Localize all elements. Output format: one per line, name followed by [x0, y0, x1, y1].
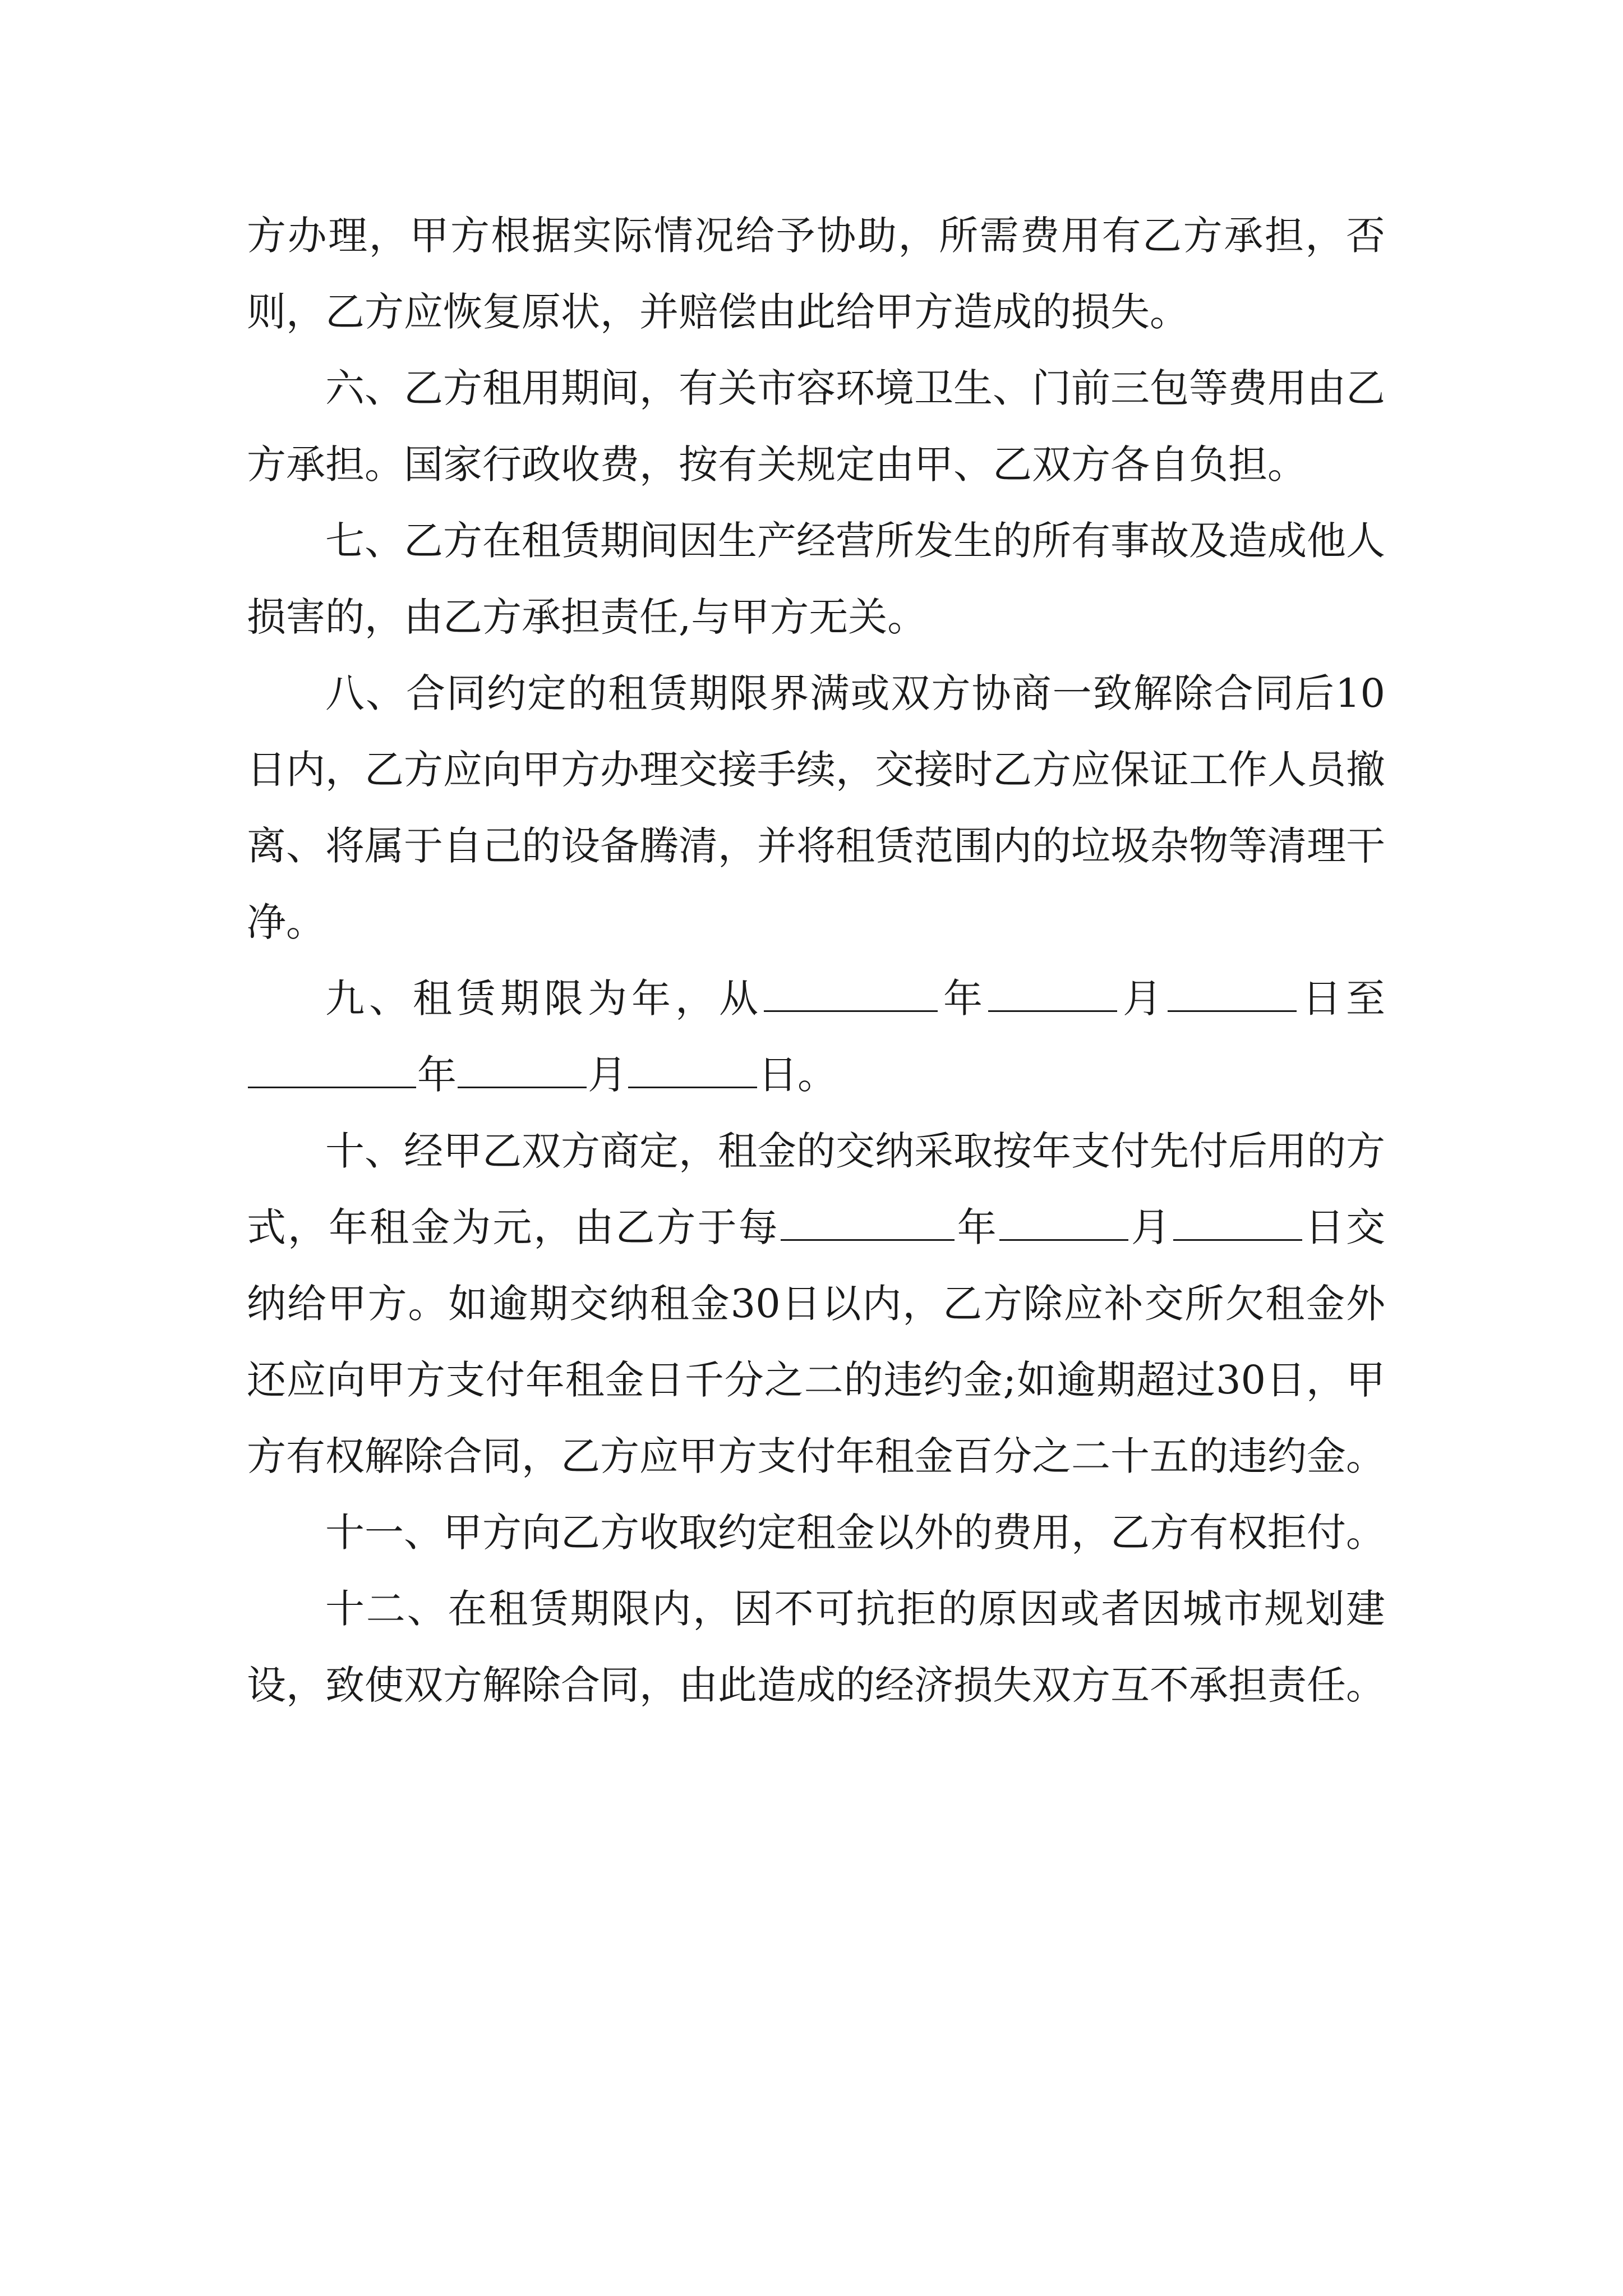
clause-9-text-1: 九、租赁期限为年，从 [325, 976, 763, 1022]
clause-10-text-1: 十、经甲乙双方商定，租金的交纳采取按年支付先付后用的方式，年租金为元，由乙方于每 [247, 1128, 1385, 1250]
blank-pay-month [999, 1204, 1128, 1241]
clause-9 [247, 960, 1385, 1113]
document-body [247, 197, 1385, 1723]
clause-9-text-6: 月 [588, 1052, 627, 1098]
clause-9-text-7: 日。 [758, 1052, 837, 1098]
blank-pay-day [1173, 1204, 1302, 1241]
clause-8: 八、合同约定的租赁期限界满或双方协商一致解除合同后10日内，乙方应向甲方办理交接手续，交接时乙方应保证工作人员撤离、将属于自己的设备腾清，并将租赁范围内的垃圾杂物等清理干净。 [247, 670, 1385, 945]
blank-start-month [988, 976, 1117, 1012]
blank-end-month [458, 1052, 587, 1088]
clause-10 [247, 1113, 1385, 1494]
clause-10-text-4: 日交纳给甲方。如逾期交纳租金30日以内，乙方除应补交所欠租金外还应向甲方支付年租金日千分之二的违约金;如逾期超过30日，甲方有权解除合同，乙方应甲方支付年租金百分之二十五的违约金。 [247, 1204, 1386, 1479]
clause-10-text-2: 年 [955, 1204, 998, 1250]
clause-6: 六、乙方租用期间，有关市容环境卫生、门前三包等费用由乙方承担。国家行政收费，按有关规定由甲、乙双方各自负担。 [247, 365, 1385, 487]
clause-7: 七、乙方在租赁期间因生产经营所发生的所有事故及造成他人损害的，由乙方承担责任,与甲方无关。 [247, 518, 1385, 640]
clause-9-text-5: 年 [417, 1052, 457, 1098]
blank-start-year [764, 976, 938, 1012]
blank-end-year [248, 1052, 416, 1088]
blank-end-day [628, 1052, 757, 1088]
blank-pay-year [781, 1204, 955, 1241]
blank-start-day [1168, 976, 1297, 1012]
clause-9-text-3: 月 [1118, 976, 1166, 1022]
clause-10-text-3: 月 [1129, 1204, 1172, 1250]
clause-11: 十一、甲方向乙方收取约定租金以外的费用，乙方有权拒付。 [325, 1510, 1385, 1556]
paragraph-continued: 方办理，甲方根据实际情况给予协助，所需费用有乙方承担，否则，乙方应恢复原状，并赔偿由此给甲方造成的损失。 [247, 213, 1385, 335]
clause-9-text-4: 日至 [1298, 976, 1385, 1022]
clause-12: 十二、在租赁期限内，因不可抗拒的原因或者因城市规划建设，致使双方解除合同，由此造成的经济损失双方互不承担责任。 [247, 1586, 1385, 1708]
clause-9-text-2: 年 [939, 976, 987, 1022]
